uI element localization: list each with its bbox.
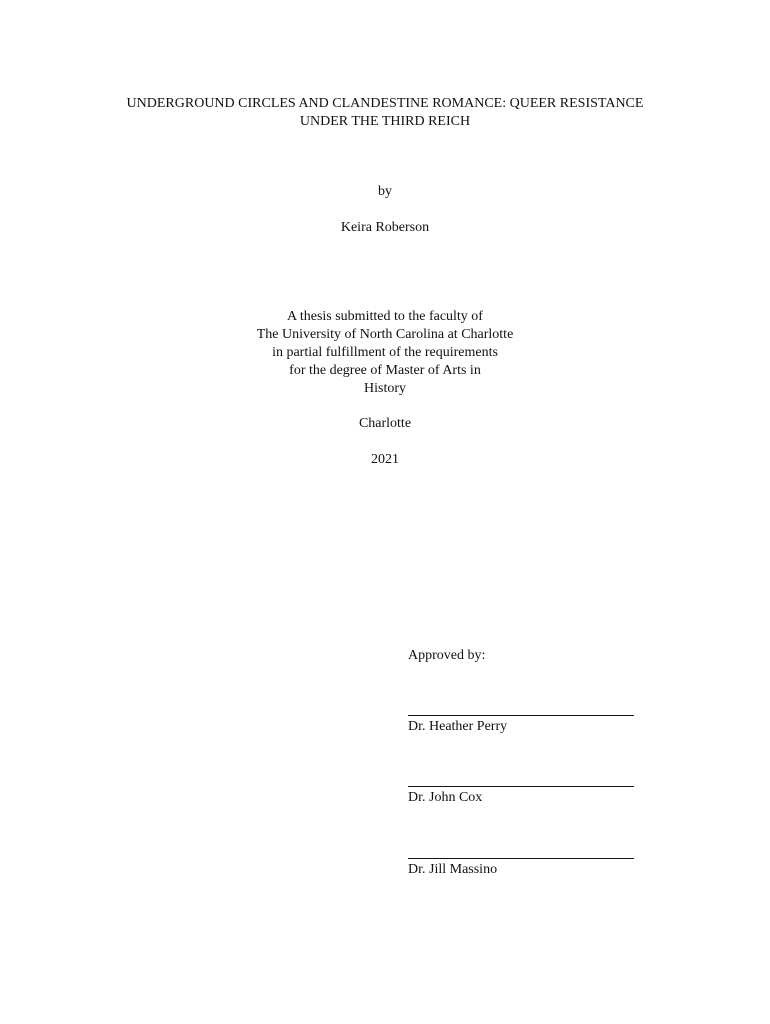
signature-line bbox=[408, 715, 634, 716]
thesis-statement-line-1: A thesis submitted to the faculty of bbox=[287, 309, 483, 324]
year-text: 2021 bbox=[371, 452, 399, 467]
approved-by-label: Approved by: bbox=[408, 648, 486, 663]
signature-line bbox=[408, 858, 634, 859]
city-text: Charlotte bbox=[358, 416, 412, 431]
by-text: by bbox=[378, 184, 392, 199]
thesis-statement-line-5: History bbox=[364, 381, 406, 396]
signatory-name: Dr. Jill Massino bbox=[408, 862, 498, 877]
thesis-statement-line-2: The University of North Carolina at Charlotte bbox=[256, 327, 514, 342]
thesis-statement-line-4: for the degree of Master of Arts in bbox=[289, 363, 481, 378]
thesis-title-line-1: UNDERGROUND CIRCLES AND CLANDESTINE ROMANCE: QUEER RESISTANCE bbox=[126, 96, 644, 111]
thesis-statement-line-3: in partial fulfillment of the requirements bbox=[272, 345, 498, 360]
signatory-name: Dr. John Cox bbox=[408, 790, 483, 805]
signatory-name: Dr. Heather Perry bbox=[408, 719, 508, 734]
signature-line bbox=[408, 786, 634, 787]
author-name: Keira Roberson bbox=[340, 220, 430, 235]
thesis-title-line-2: UNDER THE THIRD REICH bbox=[299, 114, 471, 129]
